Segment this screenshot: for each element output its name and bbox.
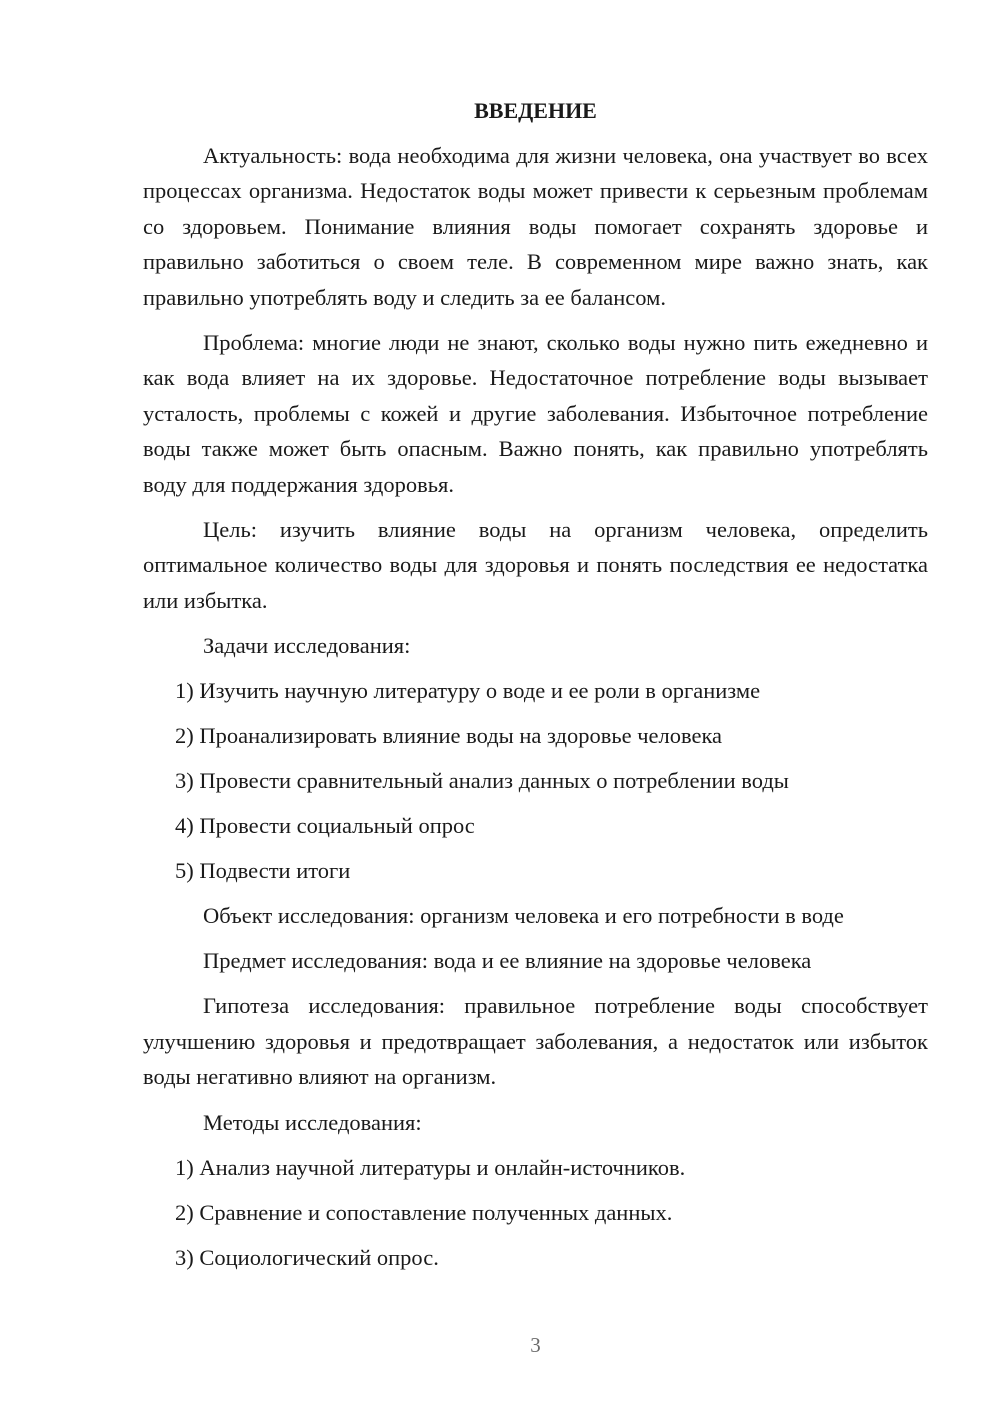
method-item: 2) Сравнение и сопоставление полученных данных. [175, 1199, 673, 1225]
method-item: 1) Анализ научной литературы и онлайн-источников. [175, 1154, 686, 1180]
task-item: 5) Подвести итоги [175, 858, 351, 884]
methods-heading: Методы исследования: [203, 1109, 422, 1135]
task-item: 2) Проанализировать влияние воды на здоровье человека [175, 723, 723, 749]
hypothesis-paragraph: Гипотеза исследования: правильное потребление воды способствует улучшению здоровья и предотвращает заболевания, а недостаток или избыток воды негативно влияют на организм. [143, 993, 928, 1090]
research-subject: Предмет исследования: вода и ее влияние на здоровье человека [203, 948, 812, 974]
method-item: 3) Социологический опрос. [175, 1244, 439, 1270]
tasks-heading: Задачи исследования: [203, 633, 411, 659]
page-number: 3 [530, 1333, 541, 1357]
relevance-paragraph: Актуальность: вода необходима для жизни человека, она участвует во всех процессах организма. Недостаток воды может привести к серьезным проблемам со здоровьем. Понимание влияния воды помогает сохранять здоровье и правильно заботиться о своем теле. В современном мире важно знать, как правильно употреблять воду и следить за ее балансом. [143, 143, 928, 310]
goal-paragraph: Цель: изучить влияние воды на организм человека, определить оптимальное количество воды для здоровья и понять последствия ее недостатка или избытка. [143, 517, 928, 613]
task-item: 4) Провести социальный опрос [175, 813, 475, 839]
page-content [143, 96, 928, 1285]
problem-paragraph: Проблема: многие люди не знают, сколько воды нужно пить ежедневно и как вода влияет на их здоровье. Недостаточное потребление воды вызывает усталость, проблемы с кожей и другие заболевания. Избыточное потребление воды также может быть опасным. Важно понять, как правильно употреблять воду для поддержания здоровья. [143, 330, 928, 497]
task-item: 3) Провести сравнительный анализ данных о потреблении воды [175, 768, 789, 794]
research-object: Объект исследования: организм человека и его потребности в воде [203, 903, 844, 929]
task-item: 1) Изучить научную литературу о воде и ее роли в организме [175, 678, 761, 704]
page-title: ВВЕДЕНИЕ [474, 98, 597, 123]
